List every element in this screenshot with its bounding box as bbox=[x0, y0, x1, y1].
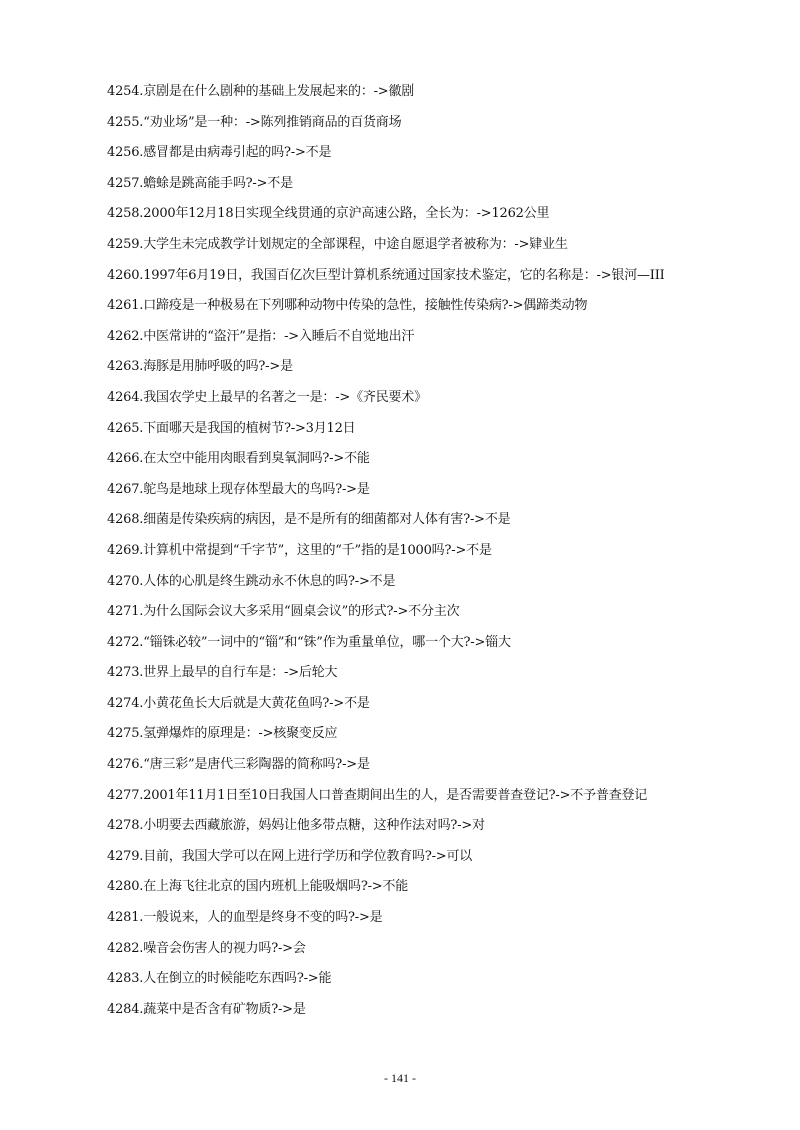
qa-line: 4275.氢弹爆炸的原理是：->核聚变反应 bbox=[107, 726, 338, 742]
qa-line: 4283.人在倒立的时候能吃东西吗?->能 bbox=[107, 971, 332, 987]
qa-line: 4281.一般说来，人的血型是终身不变的吗?->是 bbox=[107, 910, 383, 926]
qa-line: 4282.噪音会伤害人的视力吗?->会 bbox=[107, 940, 306, 956]
qa-line: 4269.计算机中常提到“千字节”，这里的“千”指的是1000吗?->不是 bbox=[107, 542, 492, 558]
qa-line: 4270.人体的心肌是终生跳动永不休息的吗?->不是 bbox=[107, 573, 396, 589]
qa-line: 4271.为什么国际会议大多采用“圆桌会议”的形式?->不分主次 bbox=[107, 604, 460, 620]
qa-line: 4280.在上海飞往北京的国内班机上能吸烟吗?->不能 bbox=[107, 879, 409, 895]
qa-line: 4263.海豚是用肺呼吸的吗?->是 bbox=[107, 359, 293, 375]
qa-line: 4274.小黄花鱼长大后就是大黄花鱼吗?->不是 bbox=[107, 695, 370, 711]
qa-line: 4284.蔬菜中是否含有矿物质?->是 bbox=[107, 1001, 306, 1017]
qa-line: 4260.1997年6月19日，我国百亿次巨型计算机系统通过国家技术鉴定，它的名称是：->银河—III bbox=[107, 267, 665, 283]
qa-line: 4258.2000年12月18日实现全线贯通的京沪高速公路，全长为：->1262公里 bbox=[107, 206, 550, 222]
qa-line: 4265.下面哪天是我国的植树节?->3月12日 bbox=[107, 420, 356, 436]
qa-line: 4264.我国农学史上最早的名著之一是：->《齐民要术》 bbox=[107, 389, 427, 405]
qa-line: 4262.中医常讲的“盗汗”是指：->入睡后不自觉地出汗 bbox=[107, 328, 415, 344]
qa-line: 4259.大学生未完成教学计划规定的全部课程，中途自愿退学者被称为：->肄业生 bbox=[107, 236, 568, 252]
qa-line: 4256.感冒都是由病毒引起的吗?->不是 bbox=[107, 145, 332, 161]
qa-line: 4279.目前，我国大学可以在网上进行学历和学位教育吗?->可以 bbox=[107, 848, 473, 864]
qa-line: 4266.在太空中能用肉眼看到臭氧洞吗?->不能 bbox=[107, 451, 370, 467]
qa-line: 4257.蟾蜍是跳高能手吗?->不是 bbox=[107, 175, 293, 191]
qa-line: 4276.“唐三彩”是唐代三彩陶器的简称吗?->是 bbox=[107, 757, 370, 773]
qa-line: 4255.“劝业场”是一种：->陈列推销商品的百货商场 bbox=[107, 114, 402, 130]
qa-line: 4277.2001年11月1日至10日我国人口普查期间出生的人，是否需要普查登记?->不予普查登记 bbox=[107, 787, 648, 803]
qa-line: 4267.鸵鸟是地球上现存体型最大的鸟吗?->是 bbox=[107, 481, 370, 497]
qa-line: 4254.京剧是在什么剧种的基础上发展起来的：->徽剧 bbox=[107, 84, 415, 99]
qa-line: 4261.口蹄疫是一种极易在下列哪种动物中传染的急性，接触性传染病?->偶蹄类动物 bbox=[107, 298, 588, 314]
qa-line: 4268.细菌是传染疾病的病因，是不是所有的细菌都对人体有害?->不是 bbox=[107, 512, 511, 528]
qa-line: 4278.小明要去西藏旅游，妈妈让他多带点糖，这种作法对吗?->对 bbox=[107, 818, 485, 834]
qa-list bbox=[107, 82, 767, 1030]
qa-line: 4272.“锱铢必较”一词中的“锱”和“铢”作为重量单位，哪一个大?->锱大 bbox=[107, 634, 511, 650]
page-number: - 141 - bbox=[384, 1071, 416, 1085]
qa-line: 4273.世界上最早的自行车是：->后轮大 bbox=[107, 665, 338, 681]
